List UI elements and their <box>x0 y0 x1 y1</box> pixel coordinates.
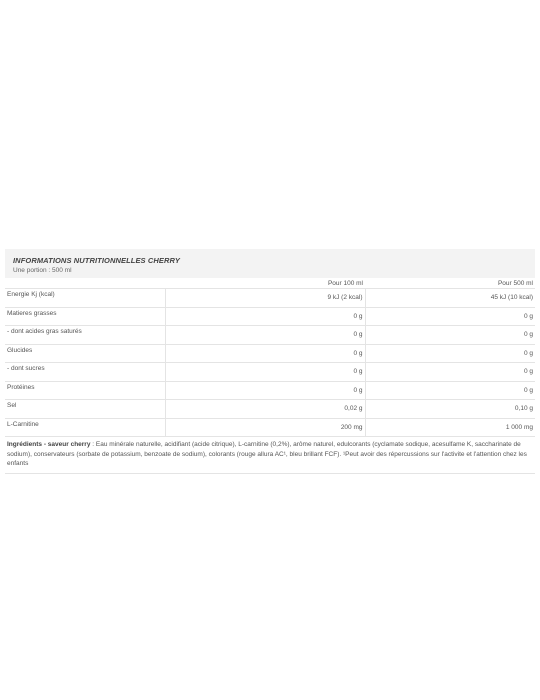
value-per-500: 0 g <box>365 381 535 400</box>
value-per-500: 0 g <box>365 344 535 363</box>
nutrient-label: L-Carnitine <box>5 418 165 436</box>
nutrition-title: INFORMATIONS NUTRITIONNELLES CHERRY <box>13 256 180 265</box>
table-row <box>5 326 535 345</box>
ingredients-list: : Eau minérale naturelle, acidifiant (acide citrique), L-carnitine (0,2%), arôme naturel, edulcorants (cyclamate sodique, acesulfame K, saccharinate de sodium), conservateurs (sorbate de potassium, benzoate de sodium), colorants (rouge allura AC¹, bleu brillant FCF). ¹Peut avoir des répercussions sur l'activite et l'attention chez les enfants <box>7 441 527 467</box>
nutrient-label: - dont sucres <box>5 363 165 382</box>
table-row <box>5 418 535 436</box>
nutrient-label: Glucides <box>5 344 165 363</box>
nutrient-label: - dont acides gras saturés <box>5 326 165 345</box>
value-per-100: 200 mg <box>165 418 365 436</box>
nutrient-label: Sel <box>5 400 165 419</box>
table-row <box>5 363 535 382</box>
table-row <box>5 400 535 419</box>
value-per-100: 0,02 g <box>165 400 365 419</box>
value-per-100: 0 g <box>165 381 365 400</box>
nutrient-label: Energie Kj (kcal) <box>5 289 165 308</box>
column-header-per-500: Pour 500 ml <box>497 279 533 287</box>
ingredients-label: Ingrédients - saveur cherry <box>7 441 91 448</box>
value-per-100: 0 g <box>165 363 365 382</box>
column-header-per-100: Pour 100 ml <box>327 279 363 287</box>
table-row <box>5 289 535 308</box>
value-per-100: 0 g <box>165 326 365 345</box>
nutrition-table <box>5 278 535 436</box>
ingredients-text <box>5 436 535 474</box>
nutrition-panel <box>5 249 535 474</box>
column-header-nutrient <box>5 278 165 289</box>
value-per-500: 0,10 g <box>365 400 535 419</box>
nutrient-label: Protéines <box>5 381 165 400</box>
value-per-500: 0 g <box>365 326 535 345</box>
table-row <box>5 381 535 400</box>
nutrition-header <box>5 249 535 278</box>
value-per-100: 0 g <box>165 307 365 326</box>
value-per-100: 0 g <box>165 344 365 363</box>
portion-size: Une portion : 500 ml <box>13 267 72 274</box>
table-row <box>5 344 535 363</box>
nutrient-label: Matieres grasses <box>5 307 165 326</box>
value-per-500: 45 kJ (10 kcal) <box>365 289 535 308</box>
table-header-row <box>5 278 535 289</box>
value-per-500: 1 000 mg <box>365 418 535 436</box>
value-per-100: 9 kJ (2 kcal) <box>165 289 365 308</box>
value-per-500: 0 g <box>365 307 535 326</box>
value-per-500: 0 g <box>365 363 535 382</box>
table-row <box>5 307 535 326</box>
